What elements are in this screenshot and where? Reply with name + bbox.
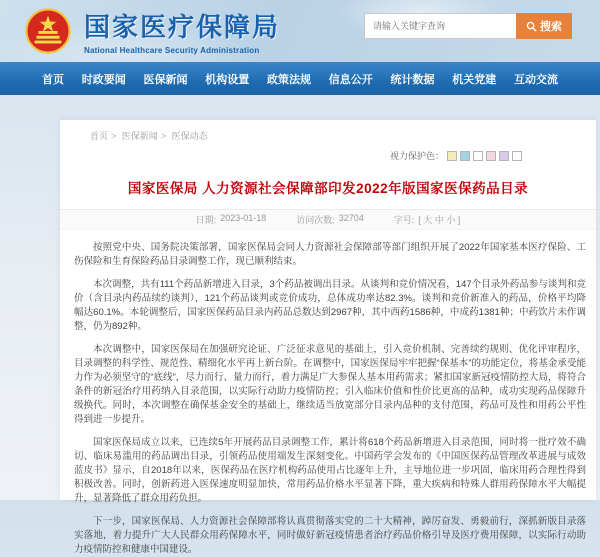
breadcrumb-link[interactable]: 医保动态 (171, 131, 208, 141)
nav-item[interactable]: 医保新闻 (143, 73, 188, 86)
article-meta-bar (60, 209, 596, 230)
search-button[interactable] (516, 13, 572, 39)
national-emblem-icon[interactable] (25, 8, 71, 54)
main-nav (0, 62, 600, 95)
nav-item[interactable]: 政策法规 (267, 73, 311, 86)
eye-protect-swatch[interactable] (499, 151, 509, 161)
meta-views (296, 213, 364, 226)
article-body (60, 230, 596, 557)
nav-item[interactable]: 机构设置 (205, 73, 250, 86)
site-header (0, 0, 600, 62)
site-subtitle: National Healthcare Security Administration (84, 46, 260, 55)
article-paragraph: 按照党中央、国务院决策部署，国家医保局会同人力资源社会保障部等部门组织开展了2022年国家基本医疗保险、工伤保险和生育保险药品目录调整工作，现已顺利结束。 (74, 242, 586, 267)
article-paragraph: 下一步，国家医保局、人力资源社会保障部将认真贯彻落实党的二十大精神，踔厉奋发、勇毅前行，深抓新版目录落实落地，着力提升广大人民群众用药保障水平，同时做好新冠疫情患者治疗药品价格引导及医疗费用保障，以实际行动助力疫情防控和健康中国建设。 (74, 516, 586, 555)
meta-views-label: 访问次数: (296, 215, 335, 225)
meta-date-label: 日期: (195, 215, 217, 225)
eye-protect-swatch[interactable] (486, 151, 496, 161)
search-bar (364, 13, 572, 39)
breadcrumb (60, 129, 596, 142)
article-paragraph: 本次调整中，国家医保局在加强研究论证、广泛征求意见的基础上，引入竞价机制、完善续约规则、优化评审程序，目录调整的科学性、规范性、精细化水平再上新台阶。在调整中，国家医保局牢牢把握“保基本”的功能定位，将基金承受能力作为必须坚守的“底线”，尽力而行、量力而行，着力满足广大参保人基本用药需求；紧扣国家新冠疫情防控大局，将符合条件的新冠治疗用药纳入目录范围，以实际行动助力疫情防控；引入临床价值和性价比更高的品种，成功实现药品保障升级换代。同时，本次调整在确保基金安全的基础上，继续适当放宽部分目录内品种的支付范围，药品可及性和用药公平性得到进一步提升。 (74, 344, 586, 425)
article-paragraph: 本次调整，共有111个药品新增进入目录，3个药品被调出目录。从谈判和竞价情况看，147个目录外药品参与谈判和竞价（含目录内药品续约谈判），121个药品谈判或竞价成功，总体成功率达82.3%。谈判和竞价新准入的药品，价格平均降幅达60.1%。本轮调整后，国家医保药品目录内药品总数达到2967种，其中西药1586种，中成药1381种；中药饮片未作调整，仍为892种。 (74, 279, 586, 332)
meta-date-value: 2023-01-18 (220, 213, 267, 223)
nav-item[interactable]: 信息公开 (328, 73, 373, 86)
eye-protect-label: 视力保护色： (389, 151, 444, 161)
eye-protect-swatch[interactable] (447, 151, 457, 161)
breadcrumb-segment (172, 131, 214, 141)
breadcrumb-separator: > (111, 131, 117, 141)
breadcrumb-separator: > (160, 131, 167, 141)
breadcrumb-link[interactable]: 医保新闻 (121, 131, 158, 141)
breadcrumb-segment (90, 131, 119, 141)
content-card (60, 120, 596, 555)
eye-protect-swatch[interactable] (473, 151, 483, 161)
meta-fontsize-options[interactable]: [ 大 中 小 ] (418, 215, 461, 225)
search-icon (526, 21, 537, 32)
meta-fontsize-label: 字号: (393, 215, 415, 225)
meta-views-value: 32704 (338, 213, 364, 223)
brand-block (84, 7, 280, 55)
nav-item[interactable]: 统计数据 (390, 73, 435, 86)
search-button-label: 搜索 (540, 21, 562, 33)
nav-item[interactable]: 首页 (42, 73, 64, 86)
search-input[interactable] (364, 13, 516, 39)
site-title: 国家医疗保障局 (84, 12, 281, 42)
breadcrumb-segment (122, 131, 169, 141)
nav-item[interactable]: 时政要闻 (81, 73, 126, 86)
article-paragraph: 国家医保局成立以来，已连续5年开展药品目录调整工作，累计将618个药品新增进入目录范围，同时将一批疗效不确切、临床易滥用的药品调出目录，引领药品使用端发生深刻变化。中国药学会发布的《中国医保药品管理改革进展与成效蓝皮书》显示，自2018年以来，医保药品在医疗机构药品使用占比逐年上升，主导地位进一步巩固，临床用药合理性得到积极改善。同时，创新药进入医保速度明显加快，常用药品价格水平显著下降，重大疾病和特殊人群用药保障水平大幅提升，显著降低了群众用药负担。 (74, 437, 586, 504)
nav-item[interactable]: 机关党建 (452, 73, 497, 86)
eye-protect-swatch[interactable] (512, 151, 522, 161)
eye-protect-swatches (444, 151, 522, 161)
meta-fontsize (394, 213, 461, 226)
eye-protect-row (60, 149, 596, 162)
article-title: 国家医保局 人力资源社会保障部印发2022年版国家医保药品目录 (127, 181, 529, 196)
breadcrumb-link[interactable]: 首页 (90, 131, 109, 141)
nav-item[interactable]: 互动交流 (514, 73, 558, 86)
meta-date (196, 213, 267, 226)
eye-protect-swatch[interactable] (460, 151, 470, 161)
